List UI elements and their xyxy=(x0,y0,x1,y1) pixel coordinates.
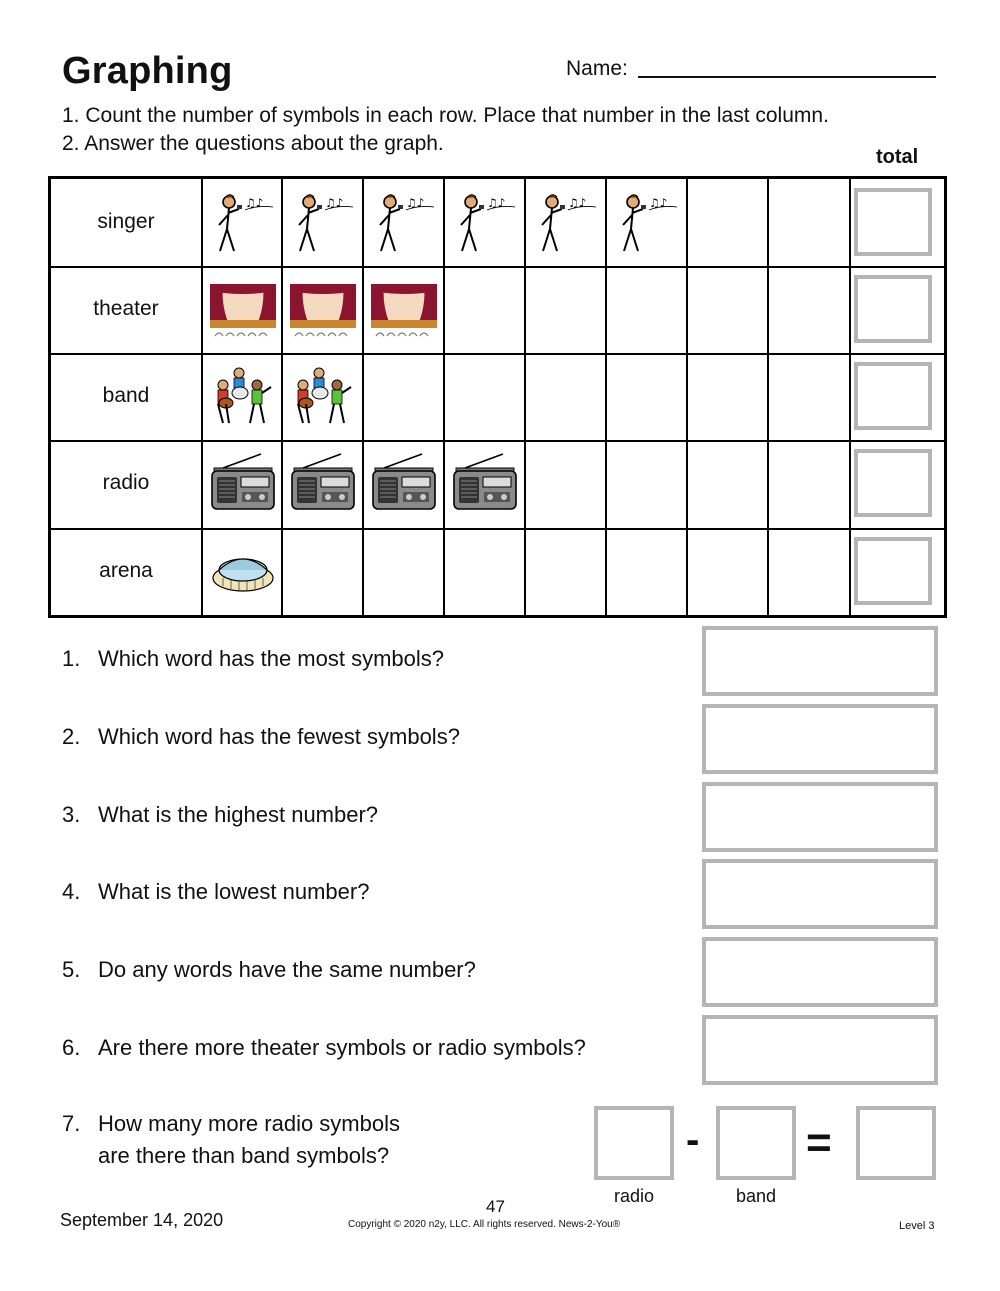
question-6: 6. Are there more theater symbols or radio symbols? xyxy=(62,1035,586,1060)
page-title: Graphing xyxy=(62,50,233,92)
question-1: 1. Which word has the most symbols? xyxy=(62,646,445,671)
singer-icon xyxy=(451,189,519,257)
grid-column-divider xyxy=(686,179,688,615)
answer-box-1[interactable] xyxy=(702,626,938,696)
singer-icon xyxy=(613,189,681,257)
grid-row-divider xyxy=(51,353,944,355)
answer-box-3[interactable] xyxy=(702,782,938,852)
minus-sign: - xyxy=(686,1118,700,1162)
svg-text:♫♪: ♫♪ xyxy=(245,196,264,210)
answer-box-4[interactable] xyxy=(702,859,938,929)
grid-column-divider xyxy=(201,179,203,615)
total-box-theater[interactable] xyxy=(854,275,932,343)
grid-column-divider xyxy=(524,179,526,615)
singer-icon xyxy=(532,189,600,257)
name-field[interactable] xyxy=(638,76,936,78)
footer-date: September 14, 2020 xyxy=(60,1210,224,1230)
band-count-box[interactable] xyxy=(716,1106,796,1180)
row-label-arena: arena xyxy=(99,558,153,582)
svg-text:♫♪: ♫♪ xyxy=(649,196,668,210)
question-5: 5. Do any words have the same number? xyxy=(62,957,476,982)
total-column-label: total xyxy=(876,146,919,168)
level-label: Level 3 xyxy=(899,1220,935,1232)
grid-column-divider xyxy=(362,179,364,615)
singer-icon xyxy=(209,189,277,257)
row-label-theater: theater xyxy=(93,296,159,320)
answer-box-2[interactable] xyxy=(702,704,938,774)
question-2: 2. Which word has the fewest symbols? xyxy=(62,724,460,749)
radio-icon xyxy=(451,450,519,518)
answer-box-5[interactable] xyxy=(702,937,938,1007)
answer-box-6[interactable] xyxy=(702,1015,938,1085)
row-label-band: band xyxy=(102,383,150,407)
copyright-notice: Copyright © 2020 n2y, LLC. All rights reserved. News-2-You® xyxy=(348,1219,621,1230)
total-box-singer[interactable] xyxy=(854,188,932,256)
svg-text:♫♪: ♫♪ xyxy=(406,196,425,210)
arena-icon xyxy=(209,538,277,606)
band-icon xyxy=(289,363,357,431)
grid-column-divider xyxy=(281,179,283,615)
row-label-radio: radio xyxy=(102,470,150,494)
svg-text:♫♪: ♫♪ xyxy=(568,196,587,210)
name-label: Name: xyxy=(566,57,628,80)
instruction-2: 2. Answer the questions about the graph. xyxy=(62,132,444,155)
page-number: 47 xyxy=(486,1197,505,1216)
total-box-radio[interactable] xyxy=(854,449,932,517)
question-4: 4. What is the lowest number? xyxy=(62,879,370,904)
theater-icon xyxy=(289,276,357,344)
grid-column-divider xyxy=(767,179,769,615)
grid-column-divider xyxy=(605,179,607,615)
radio-icon xyxy=(289,450,357,518)
difference-box[interactable] xyxy=(856,1106,936,1180)
grid-row-divider xyxy=(51,528,944,530)
row-label-singer: singer xyxy=(97,209,155,233)
band-box-label: band xyxy=(735,1186,777,1206)
grid-row-divider xyxy=(51,440,944,442)
band-icon xyxy=(209,363,277,431)
theater-icon xyxy=(209,276,277,344)
radio-icon xyxy=(209,450,277,518)
equals-sign: = xyxy=(806,1118,832,1167)
question-7: 7. How many more radio symbols are there than band symbols? xyxy=(62,1111,400,1168)
singer-icon xyxy=(289,189,357,257)
theater-icon xyxy=(370,276,438,344)
svg-text:♫♪: ♫♪ xyxy=(487,196,506,210)
total-box-arena[interactable] xyxy=(854,537,932,605)
radio-count-box[interactable] xyxy=(594,1106,674,1180)
singer-icon xyxy=(370,189,438,257)
grid-column-divider xyxy=(443,179,445,615)
instruction-1: 1. Count the number of symbols in each row. Place that number in the last column. xyxy=(62,104,829,127)
svg-text:♫♪: ♫♪ xyxy=(325,196,344,210)
radio-icon xyxy=(370,450,438,518)
grid-row-divider xyxy=(51,266,944,268)
question-3: 3. What is the highest number? xyxy=(62,802,379,827)
grid-column-divider xyxy=(849,179,851,615)
total-box-band[interactable] xyxy=(854,362,932,430)
radio-box-label: radio xyxy=(613,1186,655,1206)
